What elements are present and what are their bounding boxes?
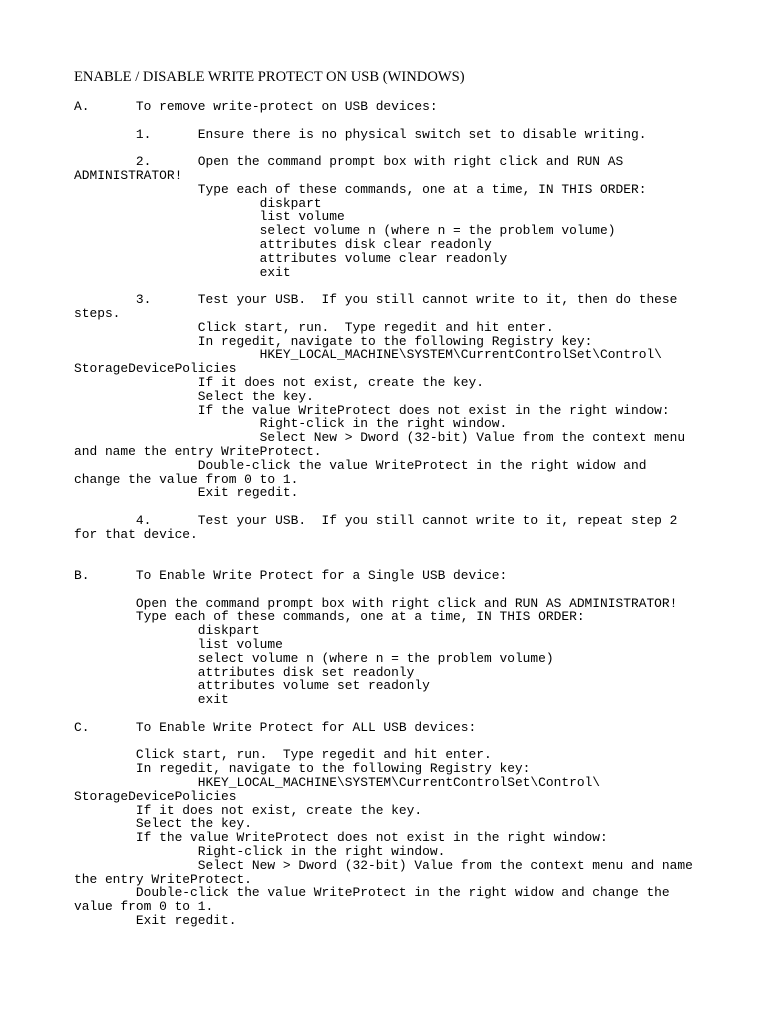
document-line: for that device. (74, 526, 198, 542)
document-line: B. To Enable Write Protect for a Single USB device: (74, 568, 508, 584)
document-line: Open the command prompt box with right click and RUN AS ADMINISTRATOR! (74, 595, 678, 611)
document-line: list volume (74, 209, 345, 225)
document-line: attributes disk set readonly (74, 664, 415, 680)
document-line: In regedit, navigate to the following Registry key: (74, 761, 531, 777)
document-line: diskpart (74, 623, 260, 639)
document-line: attributes volume set readonly (74, 678, 430, 694)
document-line: A. To remove write-protect on USB devices: (74, 99, 438, 114)
document-line: change the value from 0 to 1. (74, 471, 299, 487)
document-line: StorageDevicePolicies (74, 361, 237, 377)
document-line: exit (74, 264, 291, 280)
document-line: If the value WriteProtect does not exist in the right window: (74, 402, 670, 418)
document-line: the entry WriteProtect. (74, 871, 252, 887)
document-line: C. To Enable Write Protect for ALL USB devices: (74, 719, 477, 735)
document-line: Select the key. (74, 816, 252, 832)
document-line: list volume (74, 637, 283, 653)
document-line: select volume n (where n = the problem volume) (74, 650, 554, 666)
document-line: Click start, run. Type regedit and hit enter. (74, 747, 492, 763)
document-line: exit (74, 692, 229, 708)
document-line: select volume n (where n = the problem volume) (74, 223, 616, 239)
document-line: Exit regedit. (74, 485, 299, 501)
document-line: diskpart (74, 195, 322, 211)
document-line: In regedit, navigate to the following Registry key: (74, 333, 593, 349)
document-line: Select New > Dword (32-bit) Value from the context menu (74, 430, 686, 446)
document-title: ENABLE / DISABLE WRITE PROTECT ON USB (WINDOWS) (74, 69, 465, 85)
document-line: If it does not exist, create the key. (74, 374, 484, 390)
document-line: Right-click in the right window. (74, 844, 446, 860)
document-line: 4. Test your USB. If you still cannot write to it, repeat step 2 (74, 512, 678, 528)
document-line: Type each of these commands, one at a time, IN THIS ORDER: (74, 609, 585, 625)
document-line: value from 0 to 1. (74, 899, 214, 915)
document-line: Click start, run. Type regedit and hit enter. (74, 319, 554, 335)
document-line: 3. Test your USB. If you still cannot write to it, then do these (74, 292, 678, 308)
document-line: attributes volume clear readonly (74, 250, 508, 266)
document-line: and name the entry WriteProtect. (74, 443, 322, 459)
document-line: 2. Open the command prompt box with right click and RUN AS (74, 154, 624, 170)
document-line: ADMINISTRATOR! (74, 167, 183, 183)
document-line: HKEY_LOCAL_MACHINE\SYSTEM\CurrentControlSet\Control\ (74, 347, 662, 363)
document-line: Double-click the value WriteProtect in the right widow and change the (74, 885, 670, 901)
document-body (74, 100, 693, 928)
document-line: 1. Ensure there is no physical switch set to disable writing. (74, 126, 647, 142)
document-line: HKEY_LOCAL_MACHINE\SYSTEM\CurrentControlSet\Control\ (74, 775, 601, 791)
document-line: If the value WriteProtect does not exist in the right window: (74, 830, 608, 846)
document-line: Double-click the value WriteProtect in the right widow and (74, 457, 647, 473)
document-line: StorageDevicePolicies (74, 788, 237, 804)
document-line: If it does not exist, create the key. (74, 802, 423, 818)
document-line: steps. (74, 305, 121, 321)
document-line: Type each of these commands, one at a time, IN THIS ORDER: (74, 181, 647, 197)
document-line: Select New > Dword (32-bit) Value from the context menu and name (74, 857, 693, 873)
document-line: attributes disk clear readonly (74, 236, 492, 252)
document-line: Right-click in the right window. (74, 416, 508, 432)
document-line: Select the key. (74, 388, 314, 404)
document-line: Exit regedit. (74, 913, 237, 929)
